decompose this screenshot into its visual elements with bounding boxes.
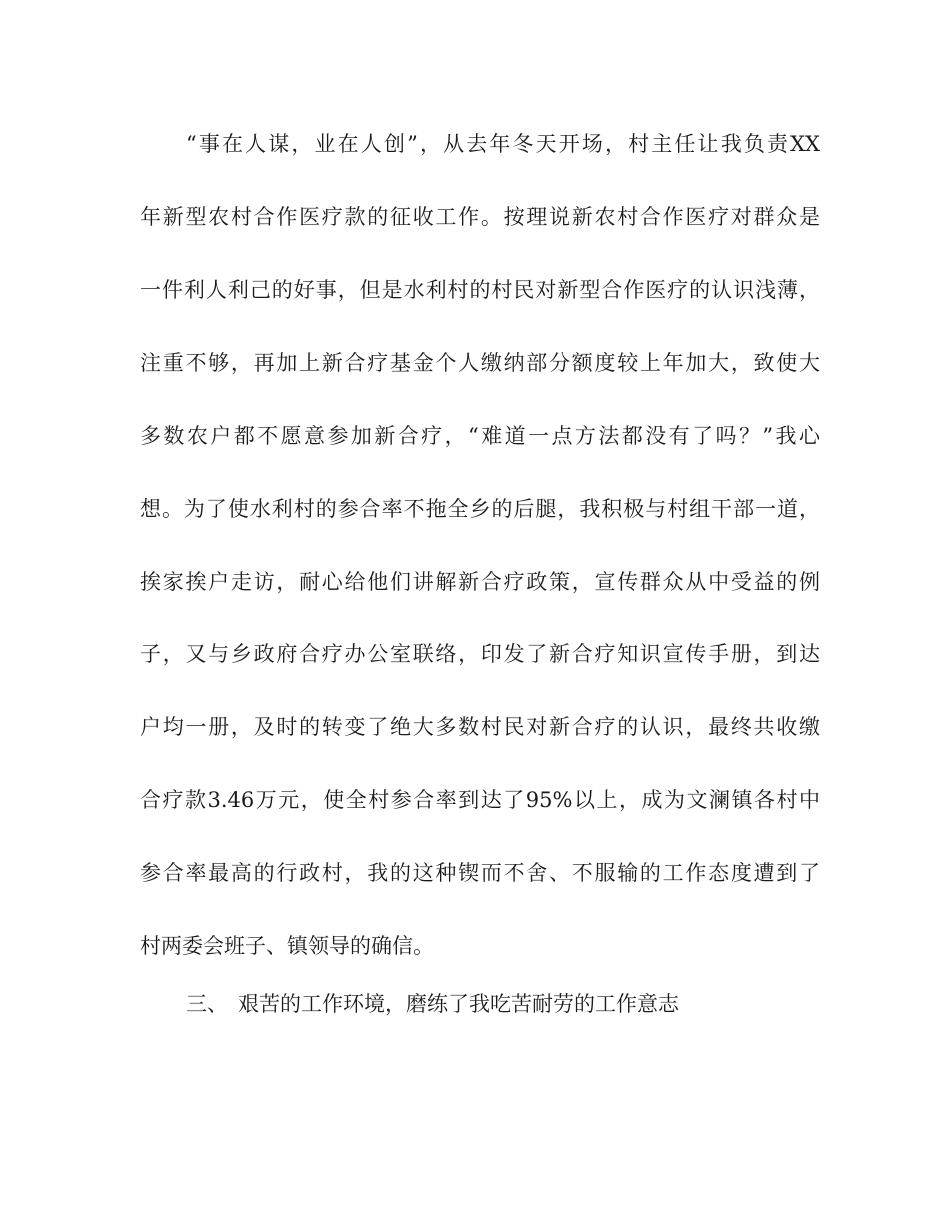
paragraph-line: 年新型农村合作医疗款的征收工作。按理说新农村合作医疗对群众是 [140, 205, 820, 229]
paragraph-line: 注重不够，再加上新合疗基金个人缴纳部分额度较上年加大，致使大 [140, 351, 820, 375]
paragraph-line: 多数农户都不愿意参加新合疗，“难道一点方法都没有了吗？”我心 [140, 424, 820, 448]
paragraph-line: “事在人谋，业在人创”，从去年冬天开场，村主任让我负责XX [186, 132, 820, 156]
paragraph-line: 村两委会班子、镇领导的确信。 [140, 934, 434, 958]
paragraph-line: 合疗款3.46万元，使全村参合率到达了95%以上，成为文澜镇各村中 [140, 788, 820, 812]
section-number: 三、 [186, 992, 228, 1016]
paragraph-line: 参合率最高的行政村，我的这种锲而不舍、不服输的工作态度遭到了 [140, 861, 820, 885]
paragraph-line: 想。为了使水利村的参合率不拖全乡的后腿，我积极与村组干部一道， [140, 497, 820, 521]
paragraph-line: 一件利人利己的好事，但是水利村的村民对新型合作医疗的认识浅薄， [140, 278, 820, 302]
paragraph-line: 挨家挨户走访，耐心给他们讲解新合疗政策，宣传群众从中受益的例 [140, 570, 820, 594]
paragraph-line: 子，又与乡政府合疗办公室联络，印发了新合疗知识宣传手册，到达 [140, 642, 820, 666]
paragraph-line: 户均一册，及时的转变了绝大多数村民对新合疗的认识，最终共收缴 [140, 715, 820, 739]
section-title: 艰苦的工作环境，磨练了我吃苦耐劳的工作意志 [238, 992, 679, 1016]
section-heading [186, 989, 679, 1019]
